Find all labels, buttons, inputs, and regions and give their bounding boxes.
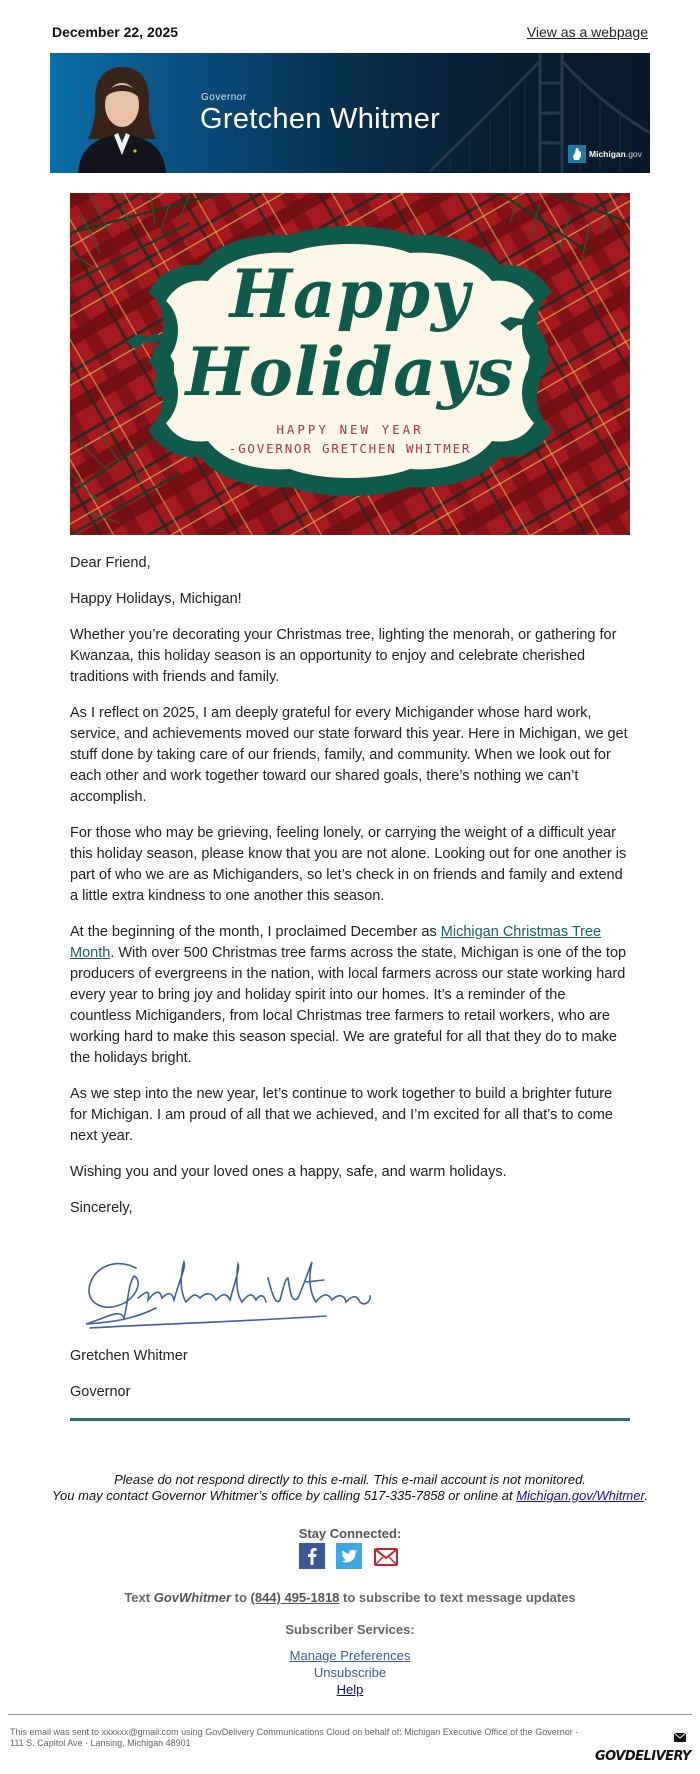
letter-intro: Happy Holidays, Michigan! <box>70 591 242 607</box>
governor-banner <box>50 53 650 173</box>
help-link[interactable]: Help <box>336 1682 364 1697</box>
holiday-holidays-text: Holidays <box>185 333 515 411</box>
governor-signature <box>76 1248 376 1338</box>
logo-michigan: Michigan <box>589 149 626 159</box>
govdelivery-envelope-icon <box>673 1732 687 1744</box>
christmas-tree-month-link[interactable]: Michigan Christmas Tree Month <box>70 924 602 961</box>
view-as-webpage-link[interactable]: View as a webpage <box>526 24 648 40</box>
govdelivery-logo <box>595 1732 690 1766</box>
subscriber-services-heading: Subscriber Services: <box>285 1622 415 1637</box>
email-date: December 22, 2025 <box>52 24 179 40</box>
letter-body <box>70 553 630 1234</box>
michigan-gov-logo <box>568 144 644 164</box>
banner-governor-name: Gretchen Whitmer <box>200 103 441 135</box>
notice-line-2 <box>0 1488 700 1504</box>
letter-paragraph-4 <box>70 922 630 1069</box>
text-after: to subscribe to text message updates <box>339 1590 576 1605</box>
banner-title-small: Governor <box>201 92 247 103</box>
no-reply-notice <box>0 1472 700 1504</box>
subscriber-links <box>0 1647 700 1698</box>
holiday-signoff-text: -GOVERNOR GRETCHEN WHITMER <box>228 441 472 456</box>
signer-title: Governor <box>70 1384 131 1400</box>
text-keyword: GovWhitmer <box>153 1590 232 1605</box>
michigan-gov-whitmer-link[interactable]: Michigan.gov/Whitmer <box>516 1488 645 1503</box>
holiday-new-year-text: HAPPY NEW YEAR <box>276 422 424 437</box>
letter-paragraph-3: For those who may be grieving, feeling lonely, or carrying the weight of a difficult year this holiday season, please know that you are not alone. Looking out for one another is part of who we are as Michiganders, so let’s check in on friends and family and extend a little extra kindness to one another this season. <box>70 825 627 904</box>
holiday-happy-text: Happy <box>229 255 471 333</box>
letter-paragraph-6: Wishing you and your loved ones a happy, safe, and warm holidays. <box>70 1164 507 1180</box>
footer-divider <box>8 1714 692 1715</box>
text-phone-number[interactable]: (844) 495-1818 <box>250 1590 340 1605</box>
facebook-icon[interactable] <box>299 1543 325 1569</box>
email-icon[interactable] <box>373 1543 399 1569</box>
notice-line-1: Please do not respond directly to this e-mail. This e-mail account is not monitored. <box>114 1472 586 1487</box>
happy-holidays-image <box>70 193 630 535</box>
signer-name: Gretchen Whitmer <box>70 1348 188 1364</box>
letter-closing: Sincerely, <box>70 1200 133 1216</box>
twitter-icon[interactable] <box>336 1543 362 1569</box>
michigan-state-icon <box>568 145 586 163</box>
text-to: to <box>231 1590 251 1605</box>
letter-greeting: Dear Friend, <box>70 555 151 571</box>
letter-paragraph-5: As we step into the new year, let’s continue to work together to build a brighter future for Michigan. I am proud of all that we achieved, and I’m excited for all that’s to come next year. <box>70 1086 613 1144</box>
text-subscribe-line <box>0 1590 700 1605</box>
govdelivery-brand: GOVDELIVERY <box>595 1749 691 1764</box>
footer-text: This email was sent to xxxxxx@gmail.com using GovDelivery Communications Cloud on behalf of: Michigan Executive Office of the Governor · 111 S. Capitol Ave · Lansing, Michigan 48901 <box>10 1727 579 1748</box>
social-links <box>299 1543 403 1571</box>
p4-before: At the beginning of the month, I proclaimed December as <box>70 924 441 940</box>
p4-after: . With over 500 Christmas tree farms across the state, Michigan is one of the top producers of evergreens in the nation, with local farmers across our state working hard every year to bring joy and holiday spirit into our homes. It’s a reminder of the countless Michiganders, from local Christmas tree farmers to retail workers, who are working hard to make this season special. We are grateful for all that they do to make the holidays bright. <box>70 945 627 1066</box>
stay-connected-heading: Stay Connected: <box>298 1526 402 1541</box>
notice-line-2-text: You may contact Governor Whitmer’s office by calling 517-335-7858 or online at <box>52 1488 517 1503</box>
letter-paragraph-1: Whether you’re decorating your Christmas tree, lighting the menorah, or gathering for Kwanzaa, this holiday season is an opportunity to enjoy and celebrate cherished traditions with friends and family. <box>70 627 617 685</box>
text-before: Text <box>124 1590 154 1605</box>
top-bar <box>52 24 648 42</box>
unsubscribe-link[interactable]: Unsubscribe <box>313 1665 387 1680</box>
notice-line-2-end: . <box>644 1488 648 1503</box>
logo-gov-suffix: .gov <box>625 149 642 159</box>
manage-preferences-link[interactable]: Manage Preferences <box>289 1648 411 1663</box>
section-divider <box>70 1418 630 1421</box>
letter-paragraph-2: As I reflect on 2025, I am deeply grateful for every Michigander whose hard work, service, and achievements moved our state forward this year. Here in Michigan, we get stuff done by taking care of our friends, family, and community. When we look out for each other and work together toward our shared goals, there’s nothing we can’t accomplish. <box>70 705 628 805</box>
governor-portrait <box>72 59 172 173</box>
